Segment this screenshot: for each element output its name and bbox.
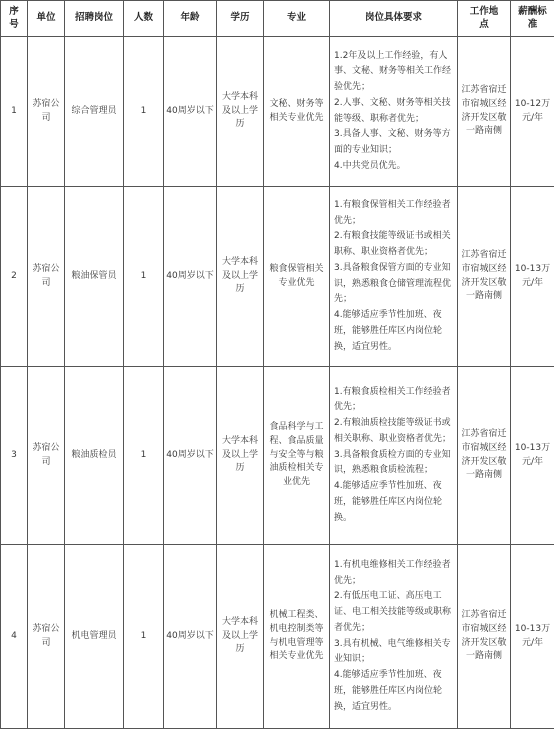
cell-major: 文秘、财务等相关专业优先 (264, 37, 330, 187)
cell-requirements (330, 187, 458, 367)
cell-requirements (330, 545, 458, 729)
cell-major: 机械工程类、机电控制类等与机电管理等相关专业优先 (264, 545, 330, 729)
cell-age: 40周岁以下 (164, 367, 217, 545)
table-row (1, 187, 554, 367)
requirement-item: 2.有低压电工证、高压电工证、电工相关技能等级或职称者优先； (334, 589, 454, 636)
cell-education: 大学本科及以上学历 (217, 367, 264, 545)
requirement-item: 2.人事、文秘、财务等相关技能等级、职称者优先； (334, 96, 454, 128)
cell-count: 1 (124, 367, 164, 545)
cell-index: 2 (1, 187, 28, 367)
cell-location: 江苏省宿迁市宿城区经济开发区敬一路南侧 (458, 367, 511, 545)
requirement-item: 3.具备粮食质检方面的专业知识，熟悉粮食质检流程； (334, 448, 454, 480)
table-row (1, 37, 554, 187)
requirement-item: 4.能够适应季节性加班、夜班，能够胜任库区内岗位轮换。 (334, 479, 454, 526)
cell-requirements (330, 37, 458, 187)
header-count: 人数 (124, 1, 164, 37)
cell-index: 1 (1, 37, 28, 187)
header-major: 专业 (264, 1, 330, 37)
cell-unit: 苏宿公司 (28, 187, 65, 367)
cell-index: 3 (1, 367, 28, 545)
cell-count: 1 (124, 37, 164, 187)
cell-salary: 10-13万元/年 (511, 187, 554, 367)
cell-position: 粮油保管员 (65, 187, 124, 367)
cell-major: 食品科学与工程、食品质量与安全等与粮油质检相关专业优先 (264, 367, 330, 545)
cell-unit: 苏宿公司 (28, 545, 65, 729)
cell-count: 1 (124, 545, 164, 729)
cell-education: 大学本科及以上学历 (217, 545, 264, 729)
cell-age: 40周岁以下 (164, 545, 217, 729)
header-age: 年龄 (164, 1, 217, 37)
cell-salary: 10-13万元/年 (511, 367, 554, 545)
requirement-item: 4.中共党员优先。 (334, 159, 454, 175)
header-education: 学历 (217, 1, 264, 37)
header-row (1, 1, 554, 37)
requirement-item: 3.具备粮食保管方面的专业知识，熟悉粮食仓储管理流程优先； (334, 261, 454, 308)
header-index: 序号 (1, 1, 28, 37)
header-salary: 薪酬标准 (511, 1, 554, 37)
requirement-item: 3.具有机械、电气维修相关专业知识； (334, 637, 454, 669)
requirement-item: 3.具备人事、文秘、财务等方面的专业知识； (334, 127, 454, 159)
cell-position: 机电管理员 (65, 545, 124, 729)
table-row (1, 545, 554, 729)
cell-unit: 苏宿公司 (28, 37, 65, 187)
header-location: 工作地点 (458, 1, 511, 37)
cell-location: 江苏省宿迁市宿城区经济开发区敬一路南侧 (458, 545, 511, 729)
requirement-item: 4.能够适应季节性加班、夜班，能够胜任库区内岗位轮换，适宜男性。 (334, 668, 454, 715)
header-requirements: 岗位具体要求 (330, 1, 458, 37)
requirement-item: 2.有粮食技能等级证书或相关职称、职业资格者优先； (334, 229, 454, 261)
cell-age: 40周岁以下 (164, 37, 217, 187)
requirement-item: 1.有粮食保管相关工作经验者优先； (334, 198, 454, 230)
requirement-item: 4.能够适应季节性加班、夜班，能够胜任库区内岗位轮换，适宜男性。 (334, 308, 454, 355)
header-position: 招聘岗位 (65, 1, 124, 37)
header-unit: 单位 (28, 1, 65, 37)
cell-position: 综合管理员 (65, 37, 124, 187)
cell-salary: 10-13万元/年 (511, 545, 554, 729)
cell-education: 大学本科及以上学历 (217, 37, 264, 187)
cell-unit: 苏宿公司 (28, 367, 65, 545)
cell-location: 江苏省宿迁市宿城区经济开发区敬一路南侧 (458, 187, 511, 367)
cell-position: 粮油质检员 (65, 367, 124, 545)
cell-requirements (330, 367, 458, 545)
requirement-item: 1.有粮食质检相关工作经验者优先； (334, 385, 454, 417)
cell-education: 大学本科及以上学历 (217, 187, 264, 367)
requirement-item: 1.有机电维修相关工作经验者优先； (334, 558, 454, 590)
cell-index: 4 (1, 545, 28, 729)
requirement-item: 1.2年及以上工作经验，有人事、文秘、财务等相关工作经验优先； (334, 49, 454, 96)
cell-location: 江苏省宿迁市宿城区经济开发区敬一路南侧 (458, 37, 511, 187)
cell-count: 1 (124, 187, 164, 367)
cell-major: 粮食保管相关专业优先 (264, 187, 330, 367)
table-row (1, 367, 554, 545)
cell-salary: 10-12万元/年 (511, 37, 554, 187)
cell-age: 40周岁以下 (164, 187, 217, 367)
requirement-item: 2.有粮油质检技能等级证书或相关职称、职业资格者优先； (334, 416, 454, 448)
